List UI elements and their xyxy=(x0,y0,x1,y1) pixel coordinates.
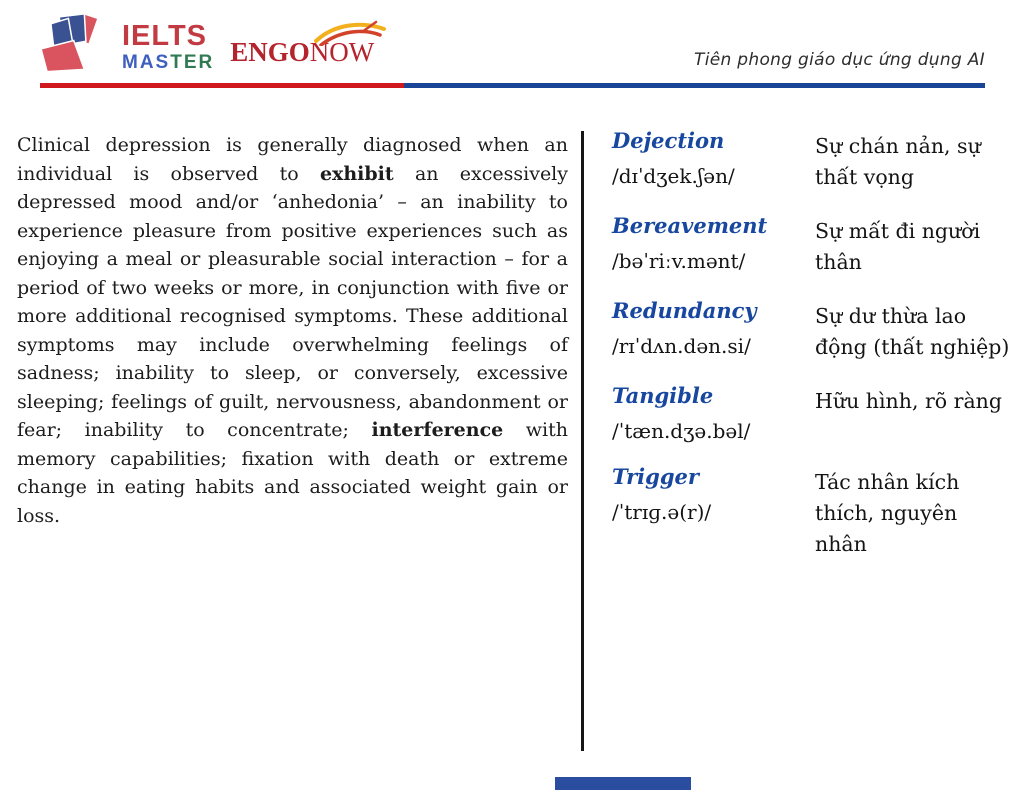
brand-ielts-text: IELTS xyxy=(122,20,208,52)
article-bold-exhibit: exhibit xyxy=(319,162,394,185)
vocab-word: Dejection xyxy=(612,128,725,153)
vocab-row xyxy=(612,128,1012,193)
vocab-word-block xyxy=(612,298,807,359)
header-tagline: Tiên phong giáo dục ứng dụng AI xyxy=(694,50,985,70)
vocabulary-list xyxy=(612,128,1012,580)
vocab-phonetic: /rɪˈdʌn.dən.si/ xyxy=(612,334,751,358)
vocab-word: Trigger xyxy=(612,464,699,489)
header-rule-blue-segment xyxy=(404,83,985,88)
vocab-meaning: Hữu hình, rõ ràng xyxy=(815,389,1003,413)
engonow-swoosh-icon xyxy=(314,20,388,46)
book-logo-icon xyxy=(38,10,114,74)
brand-wordmark xyxy=(122,22,214,72)
vocab-phonetic: /dɪˈdʒek.ʃən/ xyxy=(612,164,735,188)
vocab-row xyxy=(612,213,1012,278)
engonow-wordmark xyxy=(230,37,374,68)
vocab-word-block xyxy=(612,128,807,189)
article-seg2: an excessively depressed mood and/or ‘anhedonia’ – an inability to experience pleasure from positive experiences such as enjoying a meal or pleasurable social interaction – for a period of two weeks or more, in conjunction with five or more additional recognised symptoms. These additional symptoms may include overwhelming feelings of sadness; inability to sleep, or conversely, excessive sleeping; feelings of guilt, nervousness, abandonment or fear; inability to concentrate; xyxy=(17,162,568,441)
engonow-rest-text: NOW xyxy=(309,37,375,67)
engonow-bold-text: ENGO xyxy=(230,37,310,67)
brand-master-blue: MAS xyxy=(122,52,171,73)
article-paragraph xyxy=(17,131,568,530)
article-bold-interference: interference xyxy=(371,419,504,441)
header-logo xyxy=(38,10,374,74)
article-seg3: with memory capabilities; fixation with death or extreme change in eating habits and associated weight gain or loss. xyxy=(17,419,568,527)
column-divider-line xyxy=(581,131,584,751)
vocab-phonetic: /ˈtæn.dʒə.bəl/ xyxy=(612,419,751,443)
vocab-meaning: Sự chán nản, sự thất vọng xyxy=(815,134,981,189)
vocab-row xyxy=(612,383,1012,444)
header-rule-red-segment xyxy=(40,83,404,88)
vocab-phonetic: /ˈtrɪɡ.ə(r)/ xyxy=(612,500,712,524)
vocab-meaning: Tác nhân kích thích, nguyên nhân xyxy=(815,470,960,556)
article-seg1: Clinical depression is generally diagnosed when an individual is observed to xyxy=(17,134,568,185)
vocab-word: Redundancy xyxy=(612,298,757,323)
vocab-phonetic: /bəˈriːv.mənt/ xyxy=(612,249,746,273)
vocab-word-block xyxy=(612,383,807,444)
footer-bar xyxy=(555,777,691,790)
vocab-row xyxy=(612,298,1012,363)
brand-master-green: TER xyxy=(170,52,215,73)
vocab-row xyxy=(612,464,1012,560)
vocab-word-block xyxy=(612,464,807,525)
vocab-word: Tangible xyxy=(612,383,714,408)
vocab-meaning: Sự mất đi người thân xyxy=(815,219,981,274)
vocab-word-block xyxy=(612,213,807,274)
brand-master-text xyxy=(122,53,214,72)
vocab-word: Bereavement xyxy=(612,213,768,238)
vocab-meaning: Sự dư thừa lao động (thất nghiệp) xyxy=(815,304,1010,359)
